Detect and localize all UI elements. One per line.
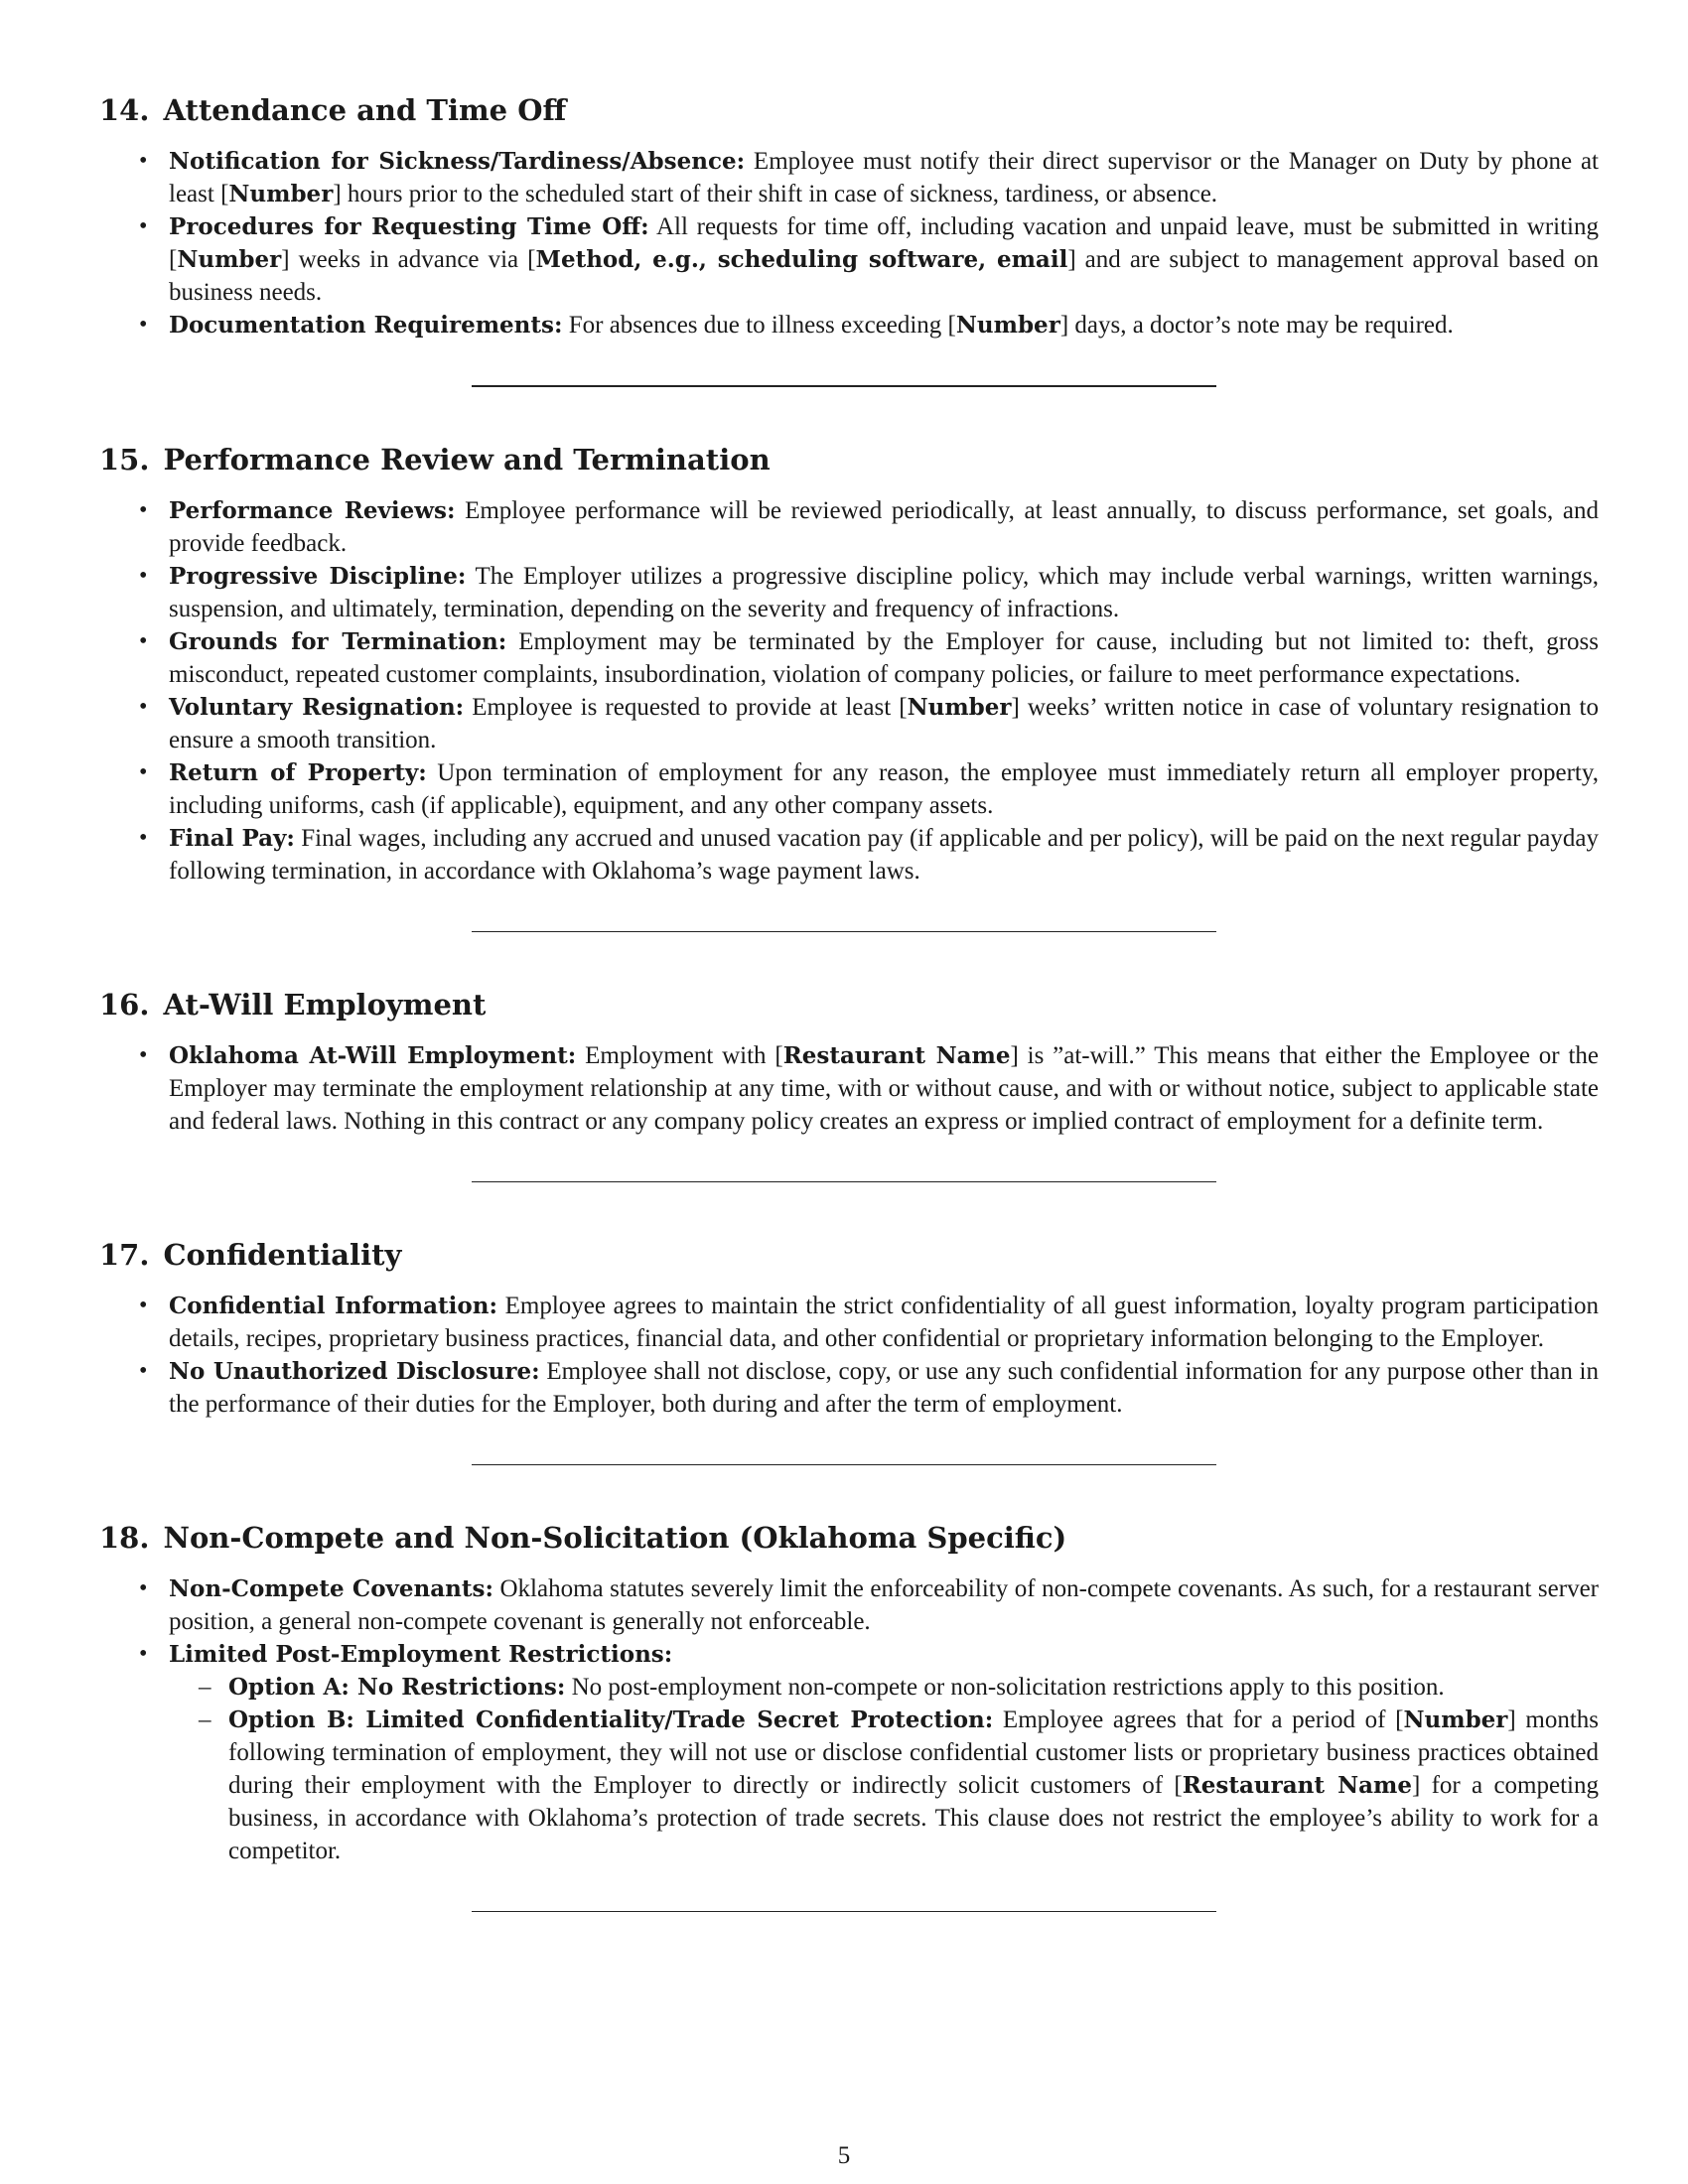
section-title: Performance Review and Termination xyxy=(163,443,771,477)
section-heading: 14. Attendance and Time Off xyxy=(99,93,567,127)
section-16 xyxy=(99,986,1599,1138)
list-item: • Return of Property: Upon termination of employment for any reason, the employee must immediately return all employer property, including uniforms, cash (if applicable), equipment, and any other company assets. xyxy=(169,756,1599,822)
section-heading: 17. Confidentiality xyxy=(99,1238,402,1272)
section-divider xyxy=(472,1464,1216,1465)
list-item: • Progressive Discipline: The Employer utilizes a progressive discipline policy, which may include verbal warnings, written warnings, suspension, and ultimately, termination, depending on the severity and frequency of infractions. xyxy=(169,560,1599,625)
section-title: Confidentiality xyxy=(163,1238,402,1272)
section-heading: 18. Non-Compete and Non-Solicitation (Oklahoma Specific) xyxy=(99,1521,1067,1555)
section-heading: 16. At-Will Employment xyxy=(99,988,487,1022)
list-item: • No Unauthorized Disclosure: Employee shall not disclose, copy, or use any such confidential information for any purpose other than in the performance of their duties for the Employer, both during and after the term of employment. xyxy=(169,1355,1599,1421)
sub-list-item: – Option B: Limited Confidentiality/Trade Secret Protection: Employee agrees that for a period of [Number] months following termination of employment, they will not use or disclose confidential customer lists or proprietary business practices obtained during their employment with the Employer to directly or indirectly solicit customers of [Restaurant Name] for a competing business, in accordance with Oklahoma’s protection of trade secrets. This clause does not restrict the employee’s ability to work for a competitor. xyxy=(228,1704,1599,1867)
sub-list-item: – Option A: No Restrictions: No post-employment non-compete or non-solicitation restrictions apply to this position. xyxy=(228,1671,1599,1704)
section-15 xyxy=(99,441,1599,887)
list-item: • Notification for Sickness/Tardiness/Absence: Employee must notify their direct supervisor or the Manager on Duty by phone at least [Number] hours prior to the scheduled start of their shift in case of sickness, tardiness, or absence. xyxy=(169,145,1599,210)
section-title: At-Will Employment xyxy=(163,988,487,1022)
section-divider xyxy=(472,931,1216,932)
list-item: • Non-Compete Covenants: Oklahoma statutes severely limit the enforceability of non-compete covenants. As such, for a restaurant server position, a general non-compete covenant is generally not enforceable. xyxy=(169,1572,1599,1638)
section-14 xyxy=(99,91,1599,341)
section-divider xyxy=(472,1181,1216,1182)
list-item: • Performance Reviews: Employee performance will be reviewed periodically, at least annually, to discuss performance, set goals, and provide feedback. xyxy=(169,494,1599,560)
list-item: • Oklahoma At-Will Employment: Employment with [Restaurant Name] is ”at-will.” This means that either the Employee or the Employer may terminate the employment relationship at any time, with or without cause, and with or without notice, subject to applicable state and federal laws. Nothing in this contract or any company policy creates an express or implied contract of employment for a definite term. xyxy=(169,1039,1599,1138)
list-item: • Voluntary Resignation: Employee is requested to provide at least [Number] weeks’ written notice in case of voluntary resignation to ensure a smooth transition. xyxy=(169,691,1599,756)
document-page xyxy=(99,91,1599,1966)
list-item: • Confidential Information: Employee agrees to maintain the strict confidentiality of all guest information, loyalty program participation details, recipes, proprietary business practices, financial data, and other confidential or proprietary information belonging to the Employer. xyxy=(169,1290,1599,1355)
list-item: • Procedures for Requesting Time Off: All requests for time off, including vacation and unpaid leave, must be submitted in writing [Number] weeks in advance via [Method, e.g., scheduling software, email] and are subject to management approval based on business needs. xyxy=(169,210,1599,309)
bullet-list xyxy=(99,1290,1599,1421)
list-item: • Final Pay: Final wages, including any accrued and unused vacation pay (if applicable and per policy), will be paid on the next regular payday following termination, in accordance with Oklahoma’s wage payment laws. xyxy=(169,822,1599,887)
bullet-list xyxy=(99,145,1599,341)
page-number: 5 xyxy=(837,2142,851,2169)
section-divider xyxy=(472,1911,1216,1912)
bullet-list xyxy=(99,494,1599,887)
section-title: Non-Compete and Non-Solicitation (Oklahoma Specific) xyxy=(163,1521,1067,1555)
bullet-list xyxy=(99,1039,1599,1138)
list-item: • Limited Post-Employment Restrictions: – Option A: No Restrictions: No post-employment non-compete or non-solicitation restrictions apply to this position. – Option B: Limited Confidentiality/Trade Secret Protection: Employee agrees that for a period of [Number] months following termination of employment, they will not use or disclose confidential customer lists or proprietary business practices obtained during their employment with the Employer to directly or indirectly solicit customers of [Restaurant Name] for a competing business, in accordance with Oklahoma’s protection of trade secrets. This clause does not restrict the employee’s ability to work for a competitor. xyxy=(169,1638,1599,1867)
section-17 xyxy=(99,1236,1599,1421)
list-item: • Grounds for Termination: Employment may be terminated by the Employer for cause, including but not limited to: theft, gross misconduct, repeated customer complaints, insubordination, violation of company policies, or failure to meet performance expectations. xyxy=(169,625,1599,691)
section-18 xyxy=(99,1519,1599,1867)
list-item: • Documentation Requirements: For absences due to illness exceeding [Number] days, a doctor’s note may be required. xyxy=(169,309,1599,341)
sub-list xyxy=(169,1671,1599,1867)
bullet-list xyxy=(99,1572,1599,1867)
section-divider xyxy=(472,385,1216,387)
section-title: Attendance and Time Off xyxy=(163,93,567,127)
section-heading: 15. Performance Review and Termination xyxy=(99,443,771,477)
